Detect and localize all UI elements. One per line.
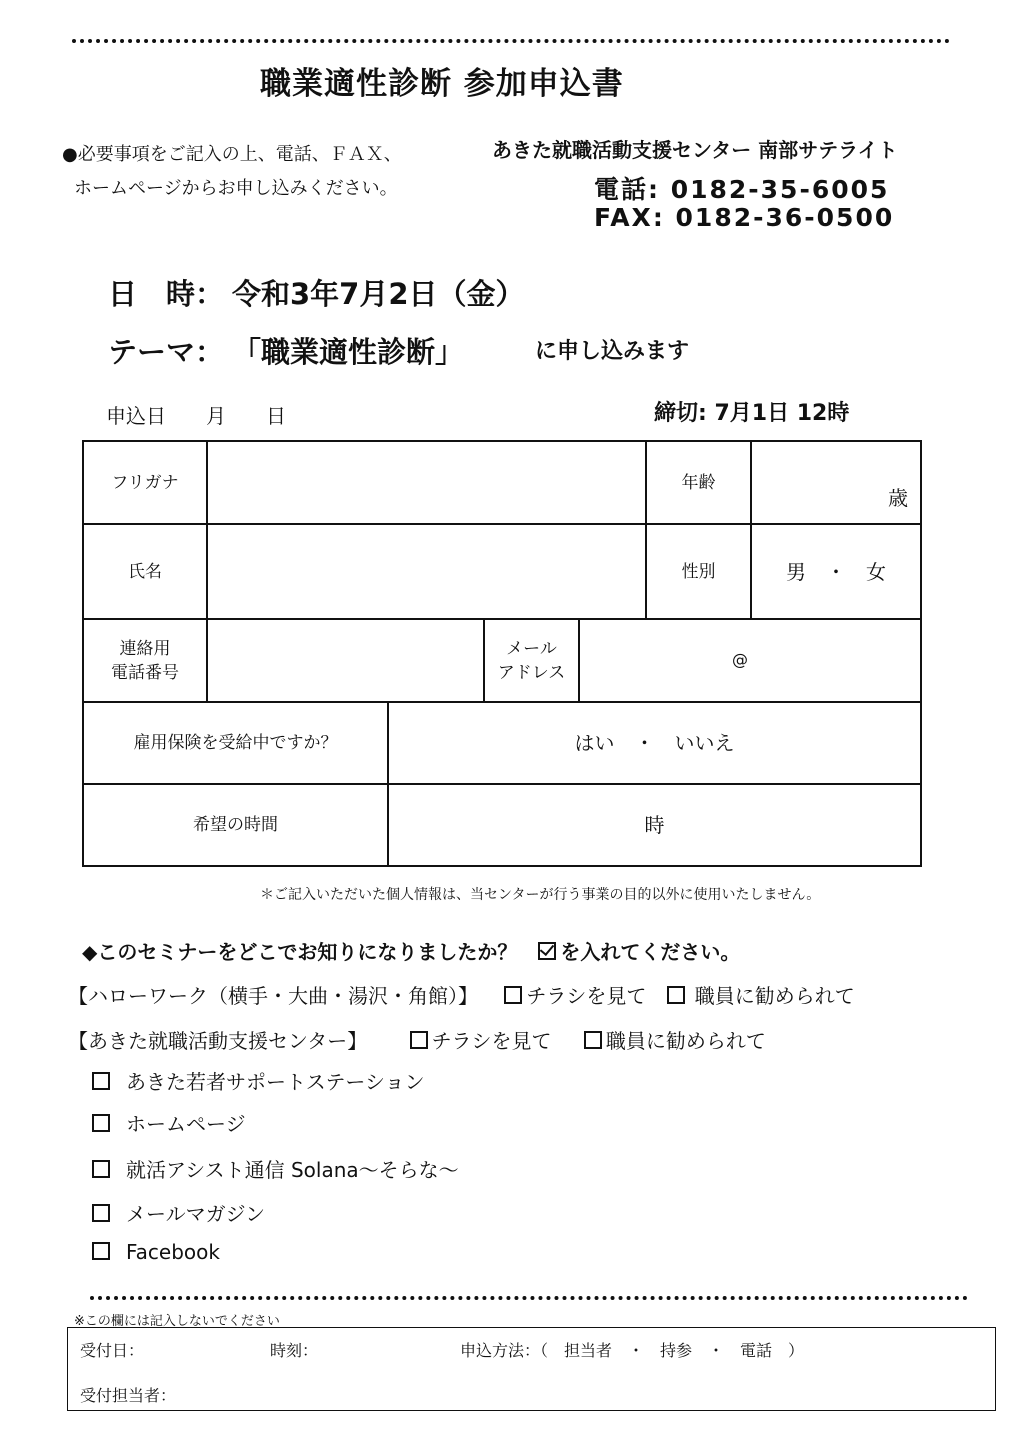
option-label: ホームページ [126,1112,246,1136]
center-name: あきた就職活動支援センター 南部サテライト [492,138,898,162]
option-label: Facebook [126,1240,220,1264]
deadline: 締切: 7月1日 12時 [654,401,850,426]
email-field[interactable] [580,620,920,701]
event-date: 令和3年7月2日（金） [232,277,525,311]
page-title: 職業適性診断 参加申込書 [260,66,624,102]
checkbox-icon[interactable] [92,1160,110,1178]
checked-box-icon [538,942,556,960]
gender-options[interactable]: 男 ・ 女 [786,559,886,584]
preferred-time-field[interactable] [389,785,920,865]
survey-question-suffix: を入れてください。 [560,940,741,964]
option-label: メールマガジン [126,1202,266,1226]
center-fax: FAX: 0182-36-0500 [594,203,895,232]
checkbox-icon[interactable] [504,986,522,1004]
received-date-label: 受付日： [80,1341,145,1360]
akita-center-label: 【あきた就職活動支援センター】 [68,1029,368,1053]
hellowork-flyer-label: チラシを見て [526,984,647,1008]
hellowork-staff-label: 職員に勧められて [694,984,855,1008]
age-label: 年齢 [681,472,716,493]
insurance-question: 雇用保険を受給中ですか？ [133,733,338,753]
privacy-note: ＊ご記入いただいた個人情報は、当センターが行う事業の目的以外に使用いたしません。 [260,887,821,903]
age-unit: 歳 [888,486,908,510]
survey-question-text: ◆このセミナーをどこでお知りになりましたか？ [82,940,518,964]
name-label: 氏名 [128,561,162,582]
akita-flyer-option[interactable] [410,1029,552,1053]
akita-staff-option[interactable] [584,1029,766,1053]
survey-option-solana[interactable] [92,1154,459,1183]
checkbox-icon[interactable] [92,1072,110,1090]
table-border-bottom [82,865,922,867]
top-dotted-divider [72,39,950,43]
option-label: あきた若者サポートステーション [126,1070,425,1094]
email-label-line1: メール [506,638,557,659]
email-label [485,620,578,701]
checkbox-icon[interactable] [92,1204,110,1222]
email-label-line2: アドレス [497,662,566,683]
survey-option-facebook[interactable] [92,1240,220,1264]
event-theme-suffix: に申し込みます [535,339,690,364]
survey-option-support-station[interactable] [92,1066,425,1095]
checkbox-icon[interactable] [92,1114,110,1132]
hellowork-row [68,980,855,1009]
preferred-time-unit: 時 [644,813,665,837]
received-time-label: 時刻： [270,1341,319,1360]
hellowork-flyer-option[interactable] [504,984,646,1008]
checkbox-icon[interactable] [584,1031,602,1049]
insurance-options[interactable]: はい ・ いいえ [574,731,735,755]
email-at-sign: @ [732,650,748,669]
checkbox-icon[interactable] [667,986,685,1004]
preferred-time-label: 希望の時間 [193,815,278,835]
gender-label: 性別 [681,561,716,582]
intro-line-2: ホームページからお申し込みください。 [74,178,398,199]
event-theme: 「職業適性診断」 [232,335,465,369]
received-staff-label: 受付担当者： [80,1386,177,1405]
phone-label-line2: 電話番号 [111,662,179,683]
event-date-label: 日 時： [108,277,225,311]
survey-option-mail-magazine[interactable] [92,1198,265,1227]
intro-text [62,138,402,206]
center-phone: 電話: 0182-35-6005 [594,175,890,204]
survey-question [82,936,740,965]
office-use-note: ※この欄には記入しないでください [74,1314,280,1329]
akita-staff-label: 職員に勧められて [605,1029,766,1053]
office-use-box [67,1327,996,1411]
event-theme-label: テーマ： [108,335,225,369]
option-label: 就活アシスト通信 Solana〜そらな〜 [126,1158,459,1182]
phone-label-line1: 連絡用 [119,638,171,659]
akita-flyer-label: チラシを見て [431,1029,552,1053]
intro-line-1: ●必要事項をご記入の上、電話、ＦＡＸ、 [62,144,402,165]
furigana-field[interactable] [208,442,645,523]
name-field[interactable] [208,525,645,618]
checkbox-icon[interactable] [410,1031,428,1049]
hellowork-label: 【ハローワーク（横手・大曲・湯沢・角館）】 [68,984,478,1008]
furigana-label: フリガナ [111,472,179,493]
bottom-dotted-divider [90,1296,968,1300]
phone-field[interactable] [208,620,483,701]
akita-center-row [68,1025,766,1054]
application-date: 申込日 月 日 [106,404,286,428]
table-border-right [920,440,922,867]
checkbox-icon[interactable] [92,1242,110,1260]
survey-option-homepage[interactable] [92,1108,246,1137]
hellowork-staff-option[interactable] [667,984,855,1008]
age-field[interactable] [752,442,920,523]
phone-label [84,620,206,701]
application-method-label: 申込方法：（ 担当者 ・ 持参 ・ 電話 ） [460,1341,805,1360]
